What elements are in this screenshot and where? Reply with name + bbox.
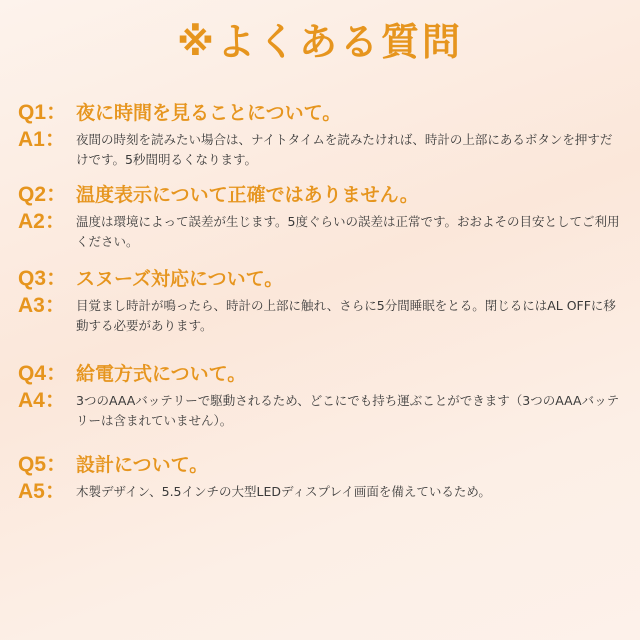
question-label: Q4： (18, 362, 68, 385)
question-label: Q2： (18, 183, 68, 206)
question-text: スヌーズ対応について。 (76, 267, 284, 290)
question-row (18, 448, 628, 478)
answer-row (18, 209, 628, 252)
faq-item-2 (18, 178, 628, 252)
faq-item-1 (18, 96, 628, 170)
question-label: Q3： (18, 267, 68, 290)
answer-label: A1： (18, 128, 66, 151)
question-row (18, 96, 628, 126)
answer-label: A3： (18, 294, 66, 317)
question-row (18, 178, 628, 208)
answer-text: 夜間の時刻を読みたい場合は、ナイトタイムを読みたければ、時計の上部にあるボタンを押すだけです。5秒間明るくなります。 (76, 132, 613, 167)
question-text: 給電方式について。 (76, 362, 247, 385)
question-text: 設計について。 (76, 453, 209, 476)
answer-row (18, 388, 628, 431)
answer-row (18, 293, 628, 336)
page-title: ※よくある質問 (177, 20, 463, 64)
question-row (18, 357, 628, 387)
question-text: 温度表示について正確ではありません。 (76, 183, 419, 206)
faq-item-4 (18, 357, 628, 431)
question-label: Q5： (18, 453, 68, 476)
answer-label: A2： (18, 210, 66, 233)
question-label: Q1： (18, 101, 68, 124)
answer-text: 木製デザイン、5.5インチの大型LEDディスプレイ画面を備えているため。 (76, 484, 491, 499)
answer-text: 3つのAAAバッテリーで駆動されるため、どこにでも持ち運ぶことができます（3つのAAAバッテリーは含まれていません）。 (76, 393, 620, 428)
answer-row (18, 127, 628, 170)
answer-label: A5： (18, 480, 66, 503)
answer-label: A4： (18, 389, 66, 412)
faq-item-3 (18, 262, 628, 336)
answer-text: 温度は環境によって誤差が生じます。5度ぐらいの誤差は正常です。おおよその目安としてご利用ください。 (76, 214, 620, 249)
faq-item-5 (18, 448, 628, 505)
question-text: 夜に時間を見ることについて。 (76, 101, 342, 124)
answer-text: 目覚まし時計が鳴ったら、時計の上部に触れ、さらに5分間睡眠をとる。閉じるにはAL OFFに移動する必要があります。 (76, 298, 616, 333)
question-row (18, 262, 628, 292)
answer-row (18, 479, 628, 505)
